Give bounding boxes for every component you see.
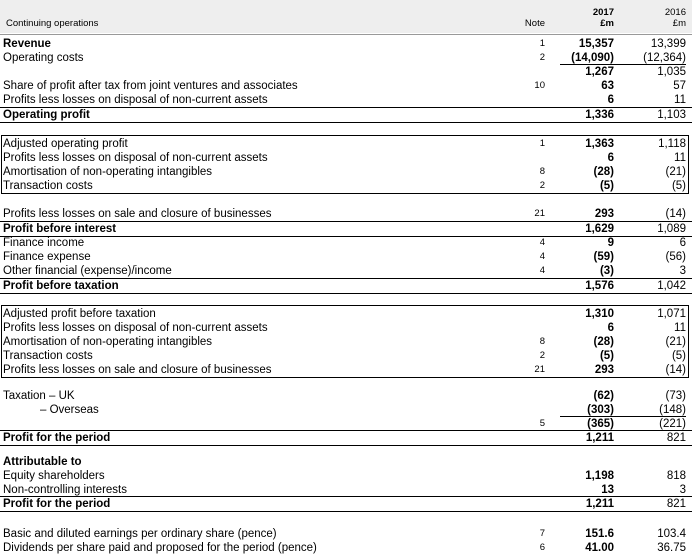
- row-value-2016: (21): [665, 166, 686, 178]
- row-value-2016: 36.75: [657, 542, 686, 554]
- row-value-2016: (14): [665, 208, 686, 220]
- row-label: Amortisation of non-operating intangibles: [3, 336, 213, 348]
- row-label: Profits less losses on sale and closure of businesses: [3, 208, 272, 220]
- table-row: [0, 541, 692, 555]
- row-label: Share of profit after tax from joint ventures and associates: [3, 80, 298, 92]
- row-label: Other financial (expense)/income: [3, 265, 172, 277]
- row-value-2017: 1,363: [585, 138, 614, 150]
- table-row: [0, 431, 692, 445]
- note-column-header: Note: [524, 18, 545, 29]
- row-note: 5: [539, 418, 545, 429]
- row-note: 7: [539, 528, 545, 539]
- row-note: 21: [534, 364, 545, 375]
- row-label: Dividends per share paid and proposed for the period (pence): [3, 542, 317, 554]
- row-value-2017: 1,198: [585, 470, 614, 482]
- total-rule-bottom: [0, 236, 692, 237]
- table-row: [0, 527, 692, 541]
- section-label: Continuing operations: [6, 18, 99, 29]
- subtotal-rule: [560, 64, 686, 65]
- row-value-2016: 1,103: [657, 109, 686, 121]
- table-row: [0, 417, 692, 431]
- row-label: Non-controlling interests: [3, 484, 128, 496]
- row-value-2017: (303): [587, 404, 614, 416]
- table-row: [0, 363, 692, 377]
- row-value-2017: (3): [599, 265, 614, 277]
- row-note: 21: [534, 208, 545, 219]
- table-row: [0, 222, 692, 236]
- row-value-2016: 1,089: [657, 223, 686, 235]
- row-note: 4: [539, 265, 545, 276]
- row-note: 1: [539, 38, 545, 49]
- row-value-2016: (21): [665, 336, 686, 348]
- row-note: 2: [539, 180, 545, 191]
- row-value-2016: (221): [659, 418, 686, 430]
- row-value-2017: 1,336: [585, 109, 614, 121]
- row-value-2017: 6: [607, 94, 614, 106]
- table-row: [0, 321, 692, 335]
- column-header-2017: [560, 7, 614, 29]
- row-value-2017: (28): [593, 166, 614, 178]
- row-value-2016: 11: [674, 94, 686, 106]
- row-note: 1: [539, 138, 545, 149]
- table-row: [0, 93, 692, 107]
- row-label: Taxation – UK: [3, 390, 75, 402]
- row-label: Adjusted profit before taxation: [3, 308, 156, 320]
- row-value-2017: 1,576: [585, 280, 614, 292]
- row-value-2016: (5): [671, 180, 686, 192]
- row-label: Revenue: [3, 38, 51, 50]
- row-label: Profit for the period: [3, 498, 111, 510]
- row-note: 2: [539, 350, 545, 361]
- total-rule-top: [0, 107, 692, 108]
- table-row: [0, 307, 692, 321]
- table-row: [0, 236, 692, 250]
- row-value-2017: 293: [594, 364, 614, 376]
- table-row: [0, 497, 692, 511]
- row-value-2016: 103.4: [657, 528, 686, 540]
- row-label: Operating profit: [3, 109, 90, 121]
- row-value-2017: (62): [593, 390, 614, 402]
- row-label: Profit for the period: [3, 432, 111, 444]
- row-value-2017: (365): [587, 418, 614, 430]
- table-row: [0, 389, 692, 403]
- total-rule-bottom: [0, 293, 692, 294]
- row-note: 10: [534, 80, 545, 91]
- table-header: [0, 0, 692, 33]
- subtotal-rule: [560, 416, 686, 417]
- table-row: [0, 349, 692, 363]
- row-value-2017: 6: [607, 152, 614, 164]
- row-value-2016: (5): [671, 350, 686, 362]
- row-value-2017: 41.00: [585, 542, 614, 554]
- table-row: [0, 165, 692, 179]
- row-label: Equity shareholders: [3, 470, 105, 482]
- row-value-2017: 1,211: [585, 498, 614, 510]
- row-value-2016: 11: [674, 322, 686, 334]
- row-value-2016: (148): [659, 404, 686, 416]
- row-label: Profits less losses on disposal of non-current assets: [3, 322, 268, 334]
- row-value-2017: 13: [601, 484, 614, 496]
- table-row: [0, 207, 692, 221]
- row-value-2016: 1,035: [657, 66, 686, 78]
- row-label: Profits less losses on sale and closure of businesses: [3, 364, 272, 376]
- row-value-2017: (5): [599, 180, 614, 192]
- row-value-2017: 1,267: [585, 66, 614, 78]
- row-label: Profit before interest: [3, 223, 117, 235]
- row-value-2017: 15,357: [578, 38, 614, 50]
- row-value-2017: 1,211: [585, 432, 614, 444]
- row-label: Profit before taxation: [3, 280, 119, 292]
- row-value-2016: 3: [679, 484, 686, 496]
- row-note: 8: [539, 336, 545, 347]
- table-row: [0, 65, 692, 79]
- row-value-2016: 13,399: [650, 38, 686, 50]
- total-rule-top: [0, 496, 692, 497]
- row-value-2016: (73): [665, 390, 686, 402]
- row-note: 6: [539, 542, 545, 553]
- row-value-2016: 11: [674, 152, 686, 164]
- row-value-2017: 151.6: [585, 528, 614, 540]
- row-value-2016: 57: [673, 80, 686, 92]
- total-rule-bottom: [0, 511, 692, 512]
- table-row: [0, 151, 692, 165]
- table-row: [0, 469, 692, 483]
- row-value-2016: (56): [665, 251, 686, 263]
- table-row: [0, 79, 692, 93]
- header-divider: [0, 34, 692, 35]
- total-rule-bottom: [0, 122, 692, 123]
- row-label: Transaction costs: [3, 180, 93, 192]
- table-row: [0, 455, 692, 469]
- row-label: Profits less losses on disposal of non-current assets: [3, 152, 268, 164]
- table-row: [0, 250, 692, 264]
- row-value-2017: (14,090): [571, 52, 614, 64]
- row-note: 4: [539, 237, 545, 248]
- row-label: Attributable to: [3, 456, 82, 468]
- row-label: Operating costs: [3, 52, 84, 64]
- row-value-2017: (5): [599, 350, 614, 362]
- row-value-2016: (14): [665, 364, 686, 376]
- row-label: Transaction costs: [3, 350, 93, 362]
- row-note: 4: [539, 251, 545, 262]
- row-value-2016: 1,042: [657, 280, 686, 292]
- total-rule-top: [0, 221, 692, 222]
- row-note: 2: [539, 52, 545, 63]
- row-value-2017: 63: [601, 80, 614, 92]
- total-rule-bottom: [0, 445, 692, 446]
- row-label: Profits less losses on disposal of non-current assets: [3, 94, 268, 106]
- row-note: 8: [539, 166, 545, 177]
- table-row: [0, 335, 692, 349]
- column-header-2016: [622, 7, 686, 29]
- table-row: [0, 137, 692, 151]
- row-value-2016: 821: [666, 432, 686, 444]
- table-row: [0, 37, 692, 51]
- row-label: Adjusted operating profit: [3, 138, 128, 150]
- row-value-2016: 6: [679, 237, 686, 249]
- total-rule-top: [0, 278, 692, 279]
- row-label: Basic and diluted earnings per ordinary share (pence): [3, 528, 277, 540]
- total-rule-top: [0, 430, 692, 431]
- row-value-2017: 1,310: [585, 308, 614, 320]
- row-value-2016: 818: [666, 470, 686, 482]
- row-value-2017: (59): [593, 251, 614, 263]
- row-label: Amortisation of non-operating intangibles: [3, 166, 213, 178]
- row-value-2016: 1,118: [658, 138, 686, 150]
- column-unit-2016: £m: [672, 18, 686, 29]
- column-unit-2017: £m: [600, 18, 614, 29]
- table-row: [0, 279, 692, 293]
- row-value-2016: 1,071: [657, 308, 686, 320]
- row-value-2016: (12,364): [643, 52, 686, 64]
- row-value-2016: 3: [679, 265, 686, 277]
- table-row: [0, 403, 692, 417]
- row-label: – Overseas: [40, 404, 99, 416]
- table-row: [0, 179, 692, 193]
- table-row: [0, 51, 692, 65]
- table-row: [0, 483, 692, 497]
- row-value-2017: (28): [593, 336, 614, 348]
- row-value-2017: 6: [607, 322, 614, 334]
- row-label: Finance income: [3, 237, 85, 249]
- row-value-2017: 293: [594, 208, 614, 220]
- row-value-2016: 821: [666, 498, 686, 510]
- table-row: [0, 108, 692, 122]
- column-year-2016: 2016: [664, 7, 686, 18]
- table-row: [0, 264, 692, 278]
- column-year-2017: 2017: [592, 7, 614, 18]
- row-value-2017: 9: [607, 237, 614, 249]
- row-label: Finance expense: [3, 251, 91, 263]
- row-value-2017: 1,629: [585, 223, 614, 235]
